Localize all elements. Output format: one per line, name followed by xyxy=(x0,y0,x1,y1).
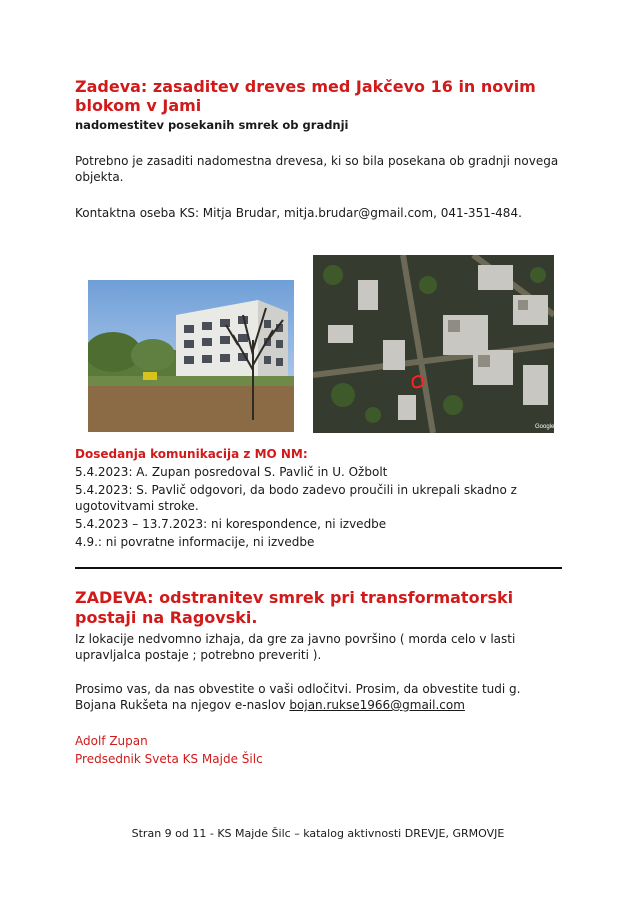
section2-title: ZADEVA: odstranitev smrek pri transformatorski postaji na Ragovski. xyxy=(75,588,514,627)
building-photo xyxy=(88,280,294,432)
map-credit: Google xyxy=(535,424,554,430)
satellite-map xyxy=(313,255,554,433)
communication-entry: 5.4.2023: S. Pavlič odgovori, da bodo zadevo proučili in ukrepali skadno z ugotovitvami stroke. xyxy=(75,483,517,513)
communication-heading: Dosedanja komunikacija z MO NM: xyxy=(75,447,308,461)
section1-title: Zadeva: zasaditev dreves med Jakčevo 16 in novim blokom v Jami xyxy=(75,77,536,115)
communication-entry: 4.9.: ni povratne informacije, ni izvedbe xyxy=(75,535,315,549)
page-footer: Stran 9 od 11 - KS Majde Šilc – katalog aktivnosti DREVJE, GRMOVJE xyxy=(131,827,505,840)
section2-body: Iz lokacije nedvomno izhaja, da gre za javno površino ( morda celo v lasti upravljalca postaje ; potrebno preveriti ). xyxy=(75,632,516,662)
section2-request-text: Prosimo vas, da nas obvestite o vaši odločitvi. Prosim, da obvestite tudi g. Bojana Rukšeta na njegov e-naslov xyxy=(75,682,521,712)
section1-subtitle: nadomestitev posekanih smrek ob gradnji xyxy=(75,118,349,132)
section1-contact: Kontaktna oseba KS: Mitja Brudar, mitja.brudar@gmail.com, 041-351-484. xyxy=(75,206,522,220)
section1-body: Potrebno je zasaditi nadomestna drevesa, ki so bila posekana ob gradnji novega objekta. xyxy=(75,154,559,184)
signature-role: Predsednik Sveta KS Majde Šilc xyxy=(75,752,263,766)
signature-name: Adolf Zupan xyxy=(75,734,148,748)
email-link[interactable]: bojan.rukse1966@gmail.com xyxy=(289,698,465,712)
section2-request xyxy=(75,681,565,713)
communication-entry: 5.4.2023 – 13.7.2023: ni korespondence, ni izvedbe xyxy=(75,517,387,531)
communication-entry: 5.4.2023: A. Zupan posredoval S. Pavlič in U. Ožbolt xyxy=(75,465,388,479)
section-divider xyxy=(75,567,562,569)
